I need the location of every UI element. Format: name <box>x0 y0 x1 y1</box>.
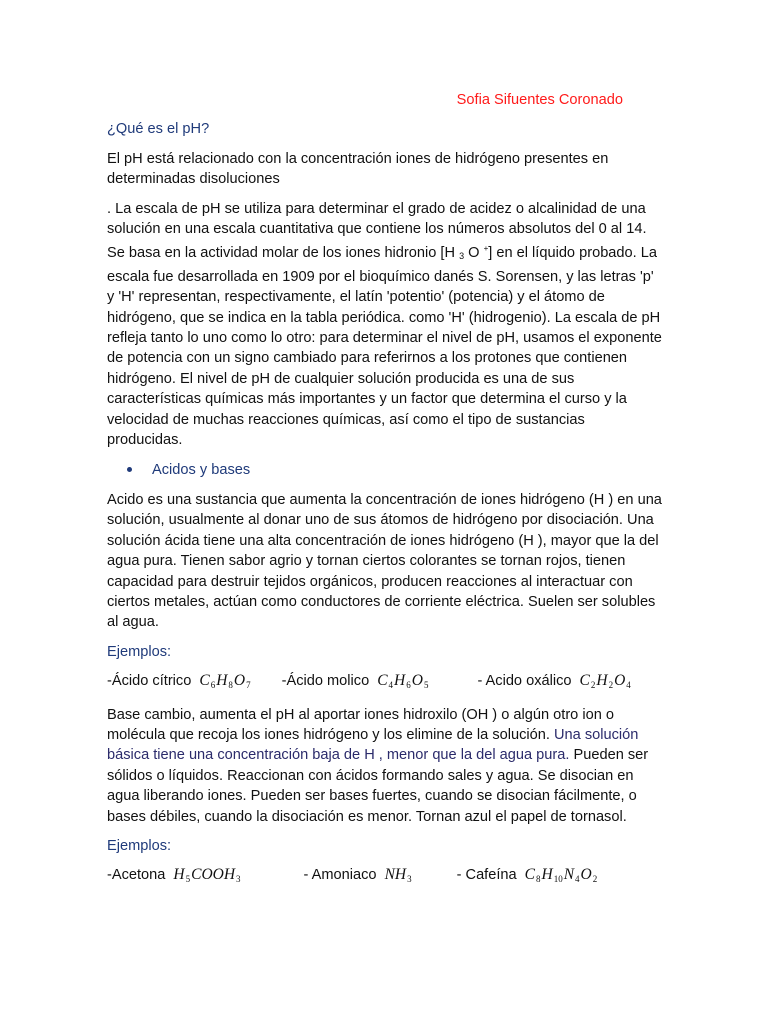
paragraph-acids: Acido es una sustancia que aumenta la concentración de iones hidrógeno (H ) en una solución, usualmente al donar uno de sus átomos de hidrógeno por disociación. Una solución ácida tiene una alta concentración de iones hidrógeno (H ), mayor que la del agua pura. Tienen sabor agrio y tornan ciertos colorantes se tornan rojos, tienen capacidad para destruir tejidos orgánicos, producen reacciones al interactuar con ciertos metales, actúan como conductores de corriente eléctrica. Suelen ser solubles al agua. <box>107 491 662 631</box>
examples-label-bases: Ejemplos: <box>107 838 172 854</box>
bullet-dot-icon <box>127 467 132 472</box>
formula-subscript: 5 <box>423 680 429 691</box>
example-label: -Acetona <box>107 867 166 884</box>
formula-symbol: H <box>596 672 608 690</box>
example-item <box>477 671 631 695</box>
example-item <box>282 671 430 695</box>
formula-symbol: C <box>377 672 388 690</box>
example-item <box>304 865 413 889</box>
example-label: - Cafeína <box>456 867 517 884</box>
formula-symbol: O <box>580 866 592 884</box>
formula-subscript: 10 <box>553 874 563 885</box>
formula-symbol: H <box>394 672 406 690</box>
paragraph-bases <box>107 705 663 827</box>
formula-subscript: 8 <box>535 874 541 885</box>
bullet-label: Acidos y bases <box>152 461 251 478</box>
formula-symbol: H <box>216 672 228 690</box>
formula-symbol: O <box>411 672 423 690</box>
formula-symbol: NH <box>384 866 407 884</box>
formula-subscript: 3 <box>407 874 412 885</box>
example-label: -Ácido cítrico <box>107 673 192 690</box>
example-label: -Ácido molico <box>281 673 370 690</box>
chemical-formula <box>173 865 241 889</box>
bullet-acids-bases <box>127 460 663 480</box>
base-examples-row <box>107 865 663 889</box>
text-span: Pueden ser sólidos o líquidos. Reaccionan con ácidos formando sales y agua. Se disocian en agua liberando iones. Pueden ser bases fuertes, cuando se disocian fácilmente, o bases débiles, cuando la disociación es menor. Tornan azul el papel de tornasol. <box>107 747 649 825</box>
acid-examples-row <box>107 671 663 695</box>
text-span: O <box>464 245 484 262</box>
subscript: 3 <box>459 251 465 262</box>
formula-symbol: H <box>541 866 553 884</box>
chemical-formula <box>385 865 413 889</box>
formula-symbol: C <box>199 672 210 690</box>
formula-subscript: 2 <box>590 680 596 691</box>
formula-subscript: 4 <box>575 874 580 885</box>
author-name: Sofia Sifuentes Coronado <box>456 92 623 108</box>
formula-subscript: 8 <box>228 680 233 691</box>
formula-symbol: C <box>524 866 535 884</box>
example-label: - Amoniaco <box>303 867 377 884</box>
example-label: - Acido oxálico <box>477 673 572 690</box>
document-page <box>107 90 663 899</box>
formula-symbol: O <box>614 672 626 690</box>
formula-subscript: 3 <box>236 874 241 885</box>
chemical-formula <box>580 671 632 695</box>
formula-subscript: 4 <box>626 680 631 691</box>
example-item <box>107 671 252 695</box>
chemical-formula <box>525 865 599 889</box>
example-item <box>457 865 599 889</box>
text-span-linked: Una solución básica tiene una concentración baja de H , menor que la del agua pura. <box>107 726 639 764</box>
formula-subscript: 5 <box>185 874 191 885</box>
chemical-formula <box>377 671 429 695</box>
formula-symbol: N <box>563 866 575 884</box>
formula-symbol: O <box>233 672 246 690</box>
section-heading-ph: ¿Qué es el pH? <box>107 121 210 138</box>
chemical-formula <box>199 671 251 695</box>
example-item <box>107 865 242 889</box>
formula-subscript: 7 <box>246 680 251 691</box>
formula-symbol: C <box>579 672 590 690</box>
examples-label-acids: Ejemplos: <box>107 643 172 660</box>
formula-symbol: COOH <box>191 866 236 884</box>
superscript: + <box>483 244 489 254</box>
formula-subscript: 6 <box>406 680 411 691</box>
formula-subscript: 2 <box>592 874 598 885</box>
text-span: ] en el líquido probado. La escala fue desarrollada en 1909 por el bioquímico danés S. Sorensen, y las letras 'p' y 'H' representan, respectivamente, el latín 'potentio' (potencia) y el átomo de hidrógeno, que se indica en la tabla periódica. como 'H' (hidrogenio). La escala de pH refleja tanto lo uno como lo otro: para determinar el nivel de pH, usamos el exponente de potencia con un signo cambiado para referirnos a los protones que contienen hidrógeno. El nivel de pH de cualquier solución producida es una de sus características químicas más importantes y un factor que determina el curso y la velocidad de muchas reacciones químicas, así como el tipo de sustancias producidas. <box>107 245 662 449</box>
formula-subscript: 2 <box>608 680 614 691</box>
paragraph-ph-definition: El pH está relacionado con la concentración iones de hidrógeno presentes en determinadas disoluciones <box>107 150 609 188</box>
formula-subscript: 4 <box>388 680 394 691</box>
text-span: Base cambio, aumenta el pH al aportar iones hidroxilo (OH ) o algún otro ion o molécula que recoja los iones hidrógeno y los elimine de la solución. <box>107 706 614 743</box>
formula-symbol: H <box>173 866 185 884</box>
formula-subscript: 6 <box>210 680 216 691</box>
paragraph-ph-scale <box>107 199 663 451</box>
text-span: . La escala de pH se utiliza para determinar el grado de acidez o alcalinidad de una solución en una escala cuantitativa que contiene los números absolutos del 0 al 14. Se basa en la actividad molar de los iones hidronio [H <box>107 200 647 262</box>
